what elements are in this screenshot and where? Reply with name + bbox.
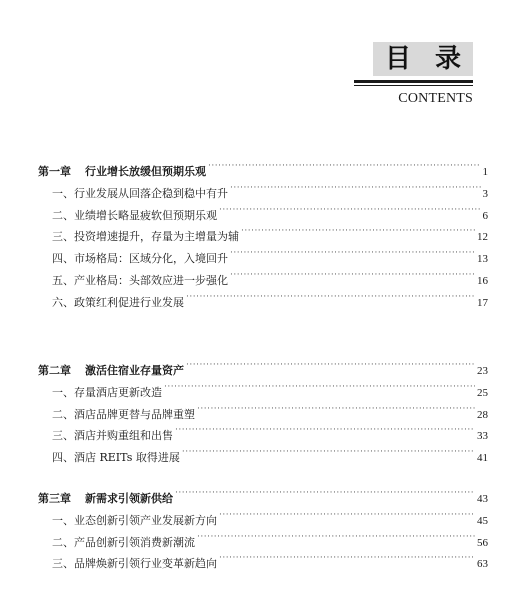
dot-leader bbox=[197, 406, 475, 418]
chapter-title: 激活住宿业存量资产 bbox=[85, 364, 184, 377]
dot-leader bbox=[230, 185, 481, 197]
section-page-number: 25 bbox=[477, 386, 488, 399]
dot-leader bbox=[219, 207, 481, 219]
chapter-page-number: 43 bbox=[477, 493, 488, 505]
dot-leader bbox=[164, 384, 475, 396]
section-title: 五、产业格局：头部效应进一步强化 bbox=[52, 274, 228, 287]
chapter-number: 第二章 bbox=[38, 364, 71, 377]
toc-title-char-1: 目 bbox=[385, 44, 412, 74]
chapter-page-number: 1 bbox=[482, 166, 488, 178]
toc-section-entry[interactable] bbox=[52, 294, 488, 310]
section-page-number: 41 bbox=[477, 452, 488, 465]
section-title: 二、产品创新引领消费新潮流 bbox=[52, 535, 195, 549]
dot-leader bbox=[175, 427, 475, 439]
section-page-number: 16 bbox=[477, 275, 488, 287]
dot-leader bbox=[230, 272, 475, 284]
toc-section-entry[interactable] bbox=[52, 555, 488, 571]
dot-leader bbox=[219, 512, 475, 524]
chapter-number: 第一章 bbox=[38, 165, 71, 178]
section-title: 一、存量酒店更新改造 bbox=[52, 385, 162, 399]
section-title: 二、业绩增长略显疲软但预期乐观 bbox=[52, 208, 217, 222]
section-title: 一、业态创新引领产业发展新方向 bbox=[52, 513, 217, 527]
toc-section-entry[interactable] bbox=[52, 185, 488, 201]
toc-section-entry[interactable] bbox=[52, 427, 488, 443]
toc-chapter-entry[interactable] bbox=[38, 362, 488, 378]
dot-leader bbox=[230, 250, 475, 262]
section-page-number: 33 bbox=[477, 430, 488, 443]
chapter-title: 新需求引领新供给 bbox=[85, 492, 173, 505]
section-page-number: 3 bbox=[482, 187, 488, 200]
toc-section-entry[interactable] bbox=[52, 406, 488, 422]
section-title: 三、酒店并购重组和出售 bbox=[52, 429, 173, 443]
toc-chapter-entry[interactable] bbox=[38, 163, 488, 179]
section-title: 四、酒店 REITs 取得进展 bbox=[52, 451, 180, 465]
toc-section-entry[interactable] bbox=[52, 512, 488, 528]
section-page-number: 17 bbox=[477, 296, 488, 309]
dot-leader bbox=[186, 294, 475, 306]
toc-section-entry[interactable] bbox=[52, 449, 488, 465]
section-page-number: 28 bbox=[477, 408, 488, 421]
dot-leader bbox=[197, 534, 475, 546]
section-page-number: 12 bbox=[477, 231, 488, 244]
toc-section-entry[interactable] bbox=[52, 207, 488, 223]
toc-section-entry[interactable] bbox=[52, 228, 488, 244]
chapter-number: 第三章 bbox=[38, 492, 71, 505]
contents-subtitle: CONTENTS bbox=[398, 91, 473, 106]
section-page-number: 56 bbox=[477, 536, 488, 549]
section-page-number: 45 bbox=[477, 514, 488, 527]
dot-leader bbox=[175, 490, 475, 502]
toc-section-entry[interactable] bbox=[52, 272, 488, 288]
section-title: 三、品牌焕新引领行业变革新趋向 bbox=[52, 557, 217, 571]
dot-leader bbox=[241, 228, 475, 240]
section-page-number: 13 bbox=[477, 253, 488, 266]
toc-section-entry[interactable] bbox=[52, 534, 488, 550]
dot-leader bbox=[182, 449, 475, 461]
chapter-page-number: 23 bbox=[477, 365, 488, 377]
toc-chapter-entry[interactable] bbox=[38, 490, 488, 506]
chapter-title: 行业增长放缓但预期乐观 bbox=[85, 165, 206, 178]
dot-leader bbox=[186, 362, 475, 374]
toc-section-entry[interactable] bbox=[52, 250, 488, 266]
section-title: 六、政策红利促进行业发展 bbox=[52, 295, 184, 309]
dot-leader bbox=[219, 555, 475, 567]
section-title: 一、行业发展从回落企稳到稳中有升 bbox=[52, 186, 228, 200]
dot-leader bbox=[208, 163, 481, 175]
section-title: 三、投资增速提升，存量为主增量为辅 bbox=[52, 230, 239, 244]
section-title: 四、市场格局：区域分化，入境回升 bbox=[52, 252, 228, 266]
title-rule-thick bbox=[354, 80, 473, 83]
toc-title bbox=[373, 42, 473, 76]
section-page-number: 6 bbox=[482, 209, 488, 222]
section-title: 二、酒店品牌更替与品牌重塑 bbox=[52, 407, 195, 421]
toc-section-entry[interactable] bbox=[52, 384, 488, 400]
title-rule-thin bbox=[354, 85, 473, 86]
section-page-number: 63 bbox=[477, 558, 488, 571]
toc-title-char-2: 录 bbox=[434, 44, 461, 74]
